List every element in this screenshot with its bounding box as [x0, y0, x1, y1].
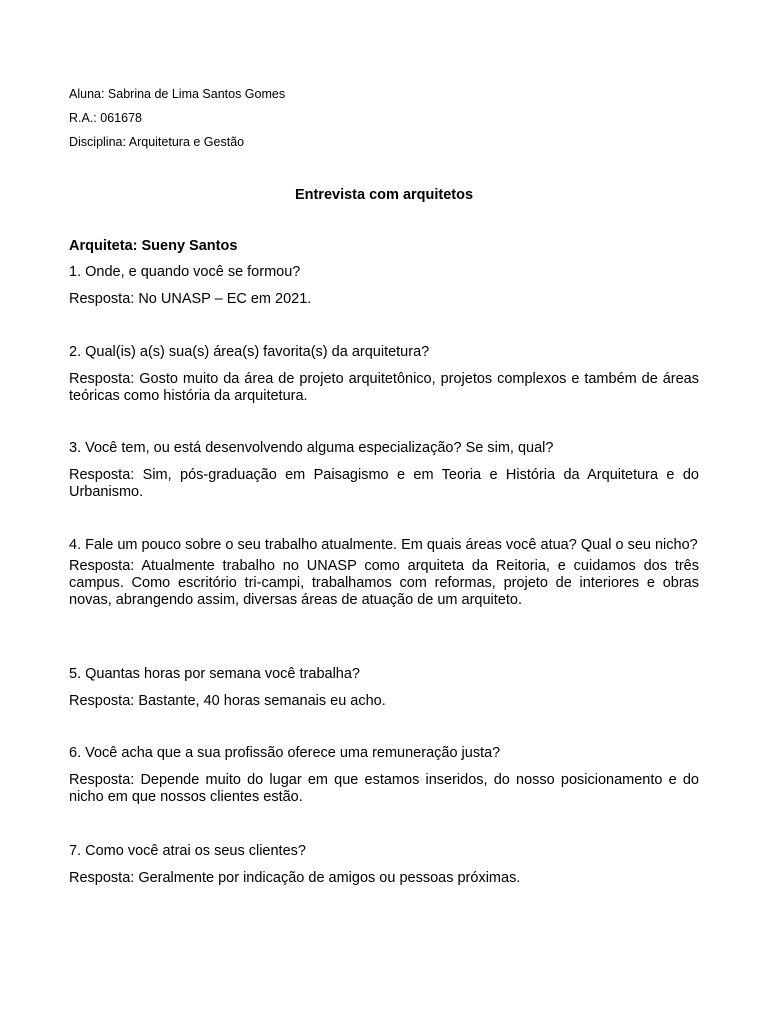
- architect-name: Arquiteta: Sueny Santos: [69, 238, 238, 254]
- qa-item: [69, 537, 699, 609]
- answer: Resposta: No UNASP – EC em 2021.: [69, 291, 312, 307]
- student-name: Aluna: Sabrina de Lima Santos Gomes: [69, 87, 286, 101]
- qa-item: [69, 344, 699, 405]
- answer: Resposta: Atualmente trabalho no UNASP como arquiteta da Reitoria, e cuidamos dos três campus. Como escritório tri-campi, trabalhamos com reformas, projeto de interiores e obras novas, abrangendo assim, diversas áreas de atuação de um arquiteto.: [69, 558, 699, 608]
- question: 7. Como você atrai os seus clientes?: [69, 843, 306, 859]
- question: 2. Qual(is) a(s) sua(s) área(s) favorita(s) da arquitetura?: [69, 344, 430, 360]
- qa-item: [69, 264, 699, 308]
- question: 6. Você acha que a sua profissão oferece uma remuneração justa?: [69, 745, 501, 761]
- question: 4. Fale um pouco sobre o seu trabalho atualmente. Em quais áreas você atua? Qual o seu nicho?: [69, 537, 698, 553]
- discipline: Disciplina: Arquitetura e Gestão: [69, 135, 245, 149]
- answer: Resposta: Bastante, 40 horas semanais eu acho.: [69, 693, 386, 709]
- answer: Resposta: Sim, pós-graduação em Paisagismo e em Teoria e História da Arquitetura e do Urbanismo.: [69, 467, 699, 500]
- question: 3. Você tem, ou está desenvolvendo alguma especialização? Se sim, qual?: [69, 440, 554, 456]
- question: 1. Onde, e quando você se formou?: [69, 264, 301, 280]
- answer: Resposta: Geralmente por indicação de amigos ou pessoas próximas.: [69, 870, 521, 886]
- question: 5. Quantas horas por semana você trabalha?: [69, 666, 360, 682]
- document-title: Entrevista com arquitetos: [294, 187, 474, 203]
- qa-item: [69, 666, 699, 710]
- qa-item: [69, 843, 699, 887]
- answer: Resposta: Depende muito do lugar em que estamos inseridos, do nosso posicionamento e do nicho em que nossos clientes estão.: [69, 772, 699, 805]
- answer: Resposta: Gosto muito da área de projeto arquitetônico, projetos complexos e também de áreas teóricas como história da arquitetura.: [69, 371, 699, 404]
- qa-item: [69, 745, 699, 806]
- qa-item: [69, 440, 699, 501]
- student-ra: R.A.: 061678: [69, 111, 142, 125]
